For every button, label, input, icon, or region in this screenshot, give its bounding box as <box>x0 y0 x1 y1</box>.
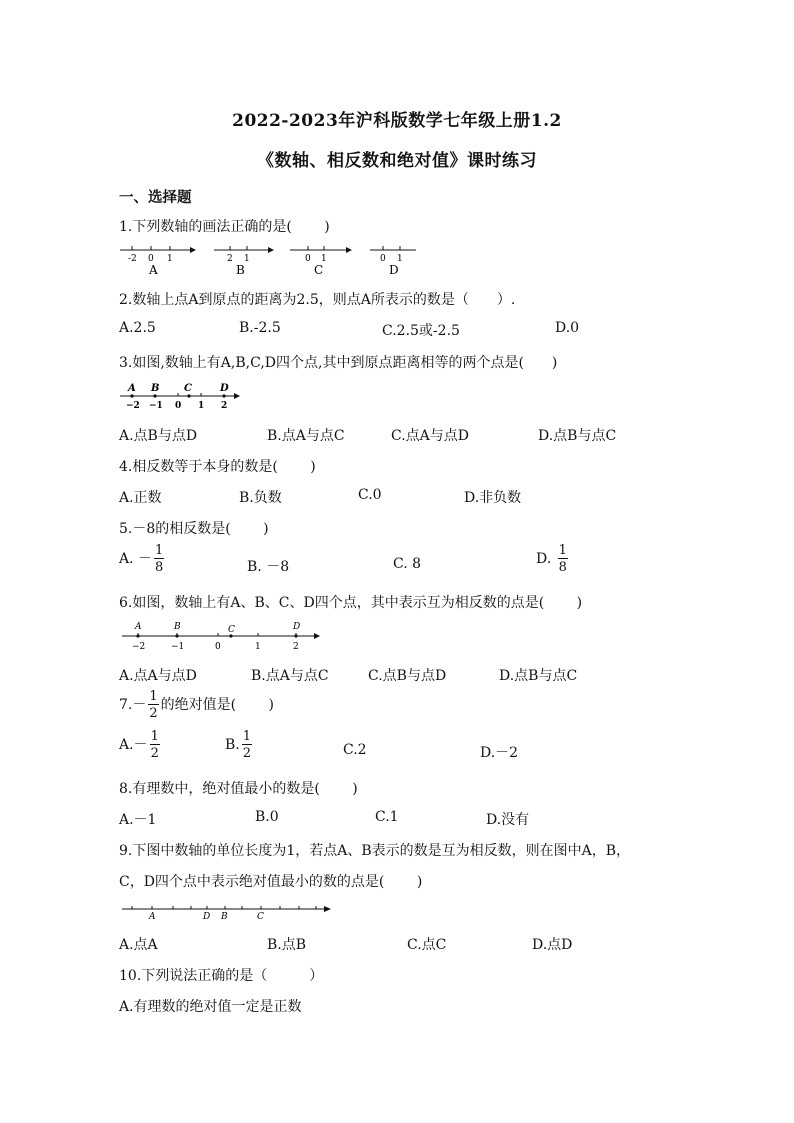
q10-option-a: A.有理数的绝对值一定是正数 <box>119 999 302 1015</box>
q3-option-d: D.点B与点C <box>538 428 617 444</box>
axis-figure-c <box>290 246 352 277</box>
q7-option-b: B. $\frac{1}{2}$ <box>225 729 252 761</box>
question-7-stem: 7.－ $\frac{1}{2}$ 的绝对值是( ) <box>119 689 275 721</box>
tick-label: 2 <box>227 254 233 264</box>
q9-option-b: B.点B <box>267 937 307 953</box>
q6-option-b: B.点A与点C <box>251 668 329 684</box>
fraction: $\frac{1}{2}$ <box>242 729 252 761</box>
q2-option-a: A.2.5 <box>119 320 156 336</box>
question-3-stem: 3.如图,数轴上有A,B,C,D四个点,其中到原点距离相等的两个点是( ) <box>119 355 558 371</box>
q4-option-c: C.0 <box>358 487 382 503</box>
tick-label: 2 <box>293 642 299 652</box>
question-6-number-line <box>118 618 328 654</box>
point-label-c: C <box>228 625 235 635</box>
question-5-stem: 5.－8的相反数是( ) <box>119 521 269 537</box>
tick-label: −1 <box>171 642 185 652</box>
q6-option-a: A.点A与点D <box>119 668 197 684</box>
point-label-b: B <box>221 912 228 922</box>
q8-option-b: B.0 <box>255 809 279 825</box>
q8-option-c: C.1 <box>375 809 399 825</box>
tick-label: 0 <box>380 254 386 264</box>
point-label-d: D <box>203 912 211 922</box>
q4-option-d: D.非负数 <box>464 490 522 506</box>
question-3-number-line <box>118 380 248 412</box>
q5-option-c: C. 8 <box>393 556 422 572</box>
page-title-line1: 2022-2023年沪科版数学七年级上册1.2 <box>232 111 562 131</box>
tick-label: 1 <box>244 254 250 264</box>
figure-label-c: C <box>314 263 324 277</box>
tick-label: 1 <box>167 254 173 264</box>
q5-option-b: B. －8 <box>247 559 290 575</box>
section-heading: 一、选择题 <box>119 189 192 206</box>
tick-label: 1 <box>255 642 261 652</box>
point-label-d: D <box>220 383 229 394</box>
tick-label: 0 <box>175 401 182 411</box>
question-8-stem: 8.有理数中，绝对值最小的数是( ) <box>119 781 358 797</box>
point-label-d: D <box>293 622 301 632</box>
tick-label: -2 <box>128 254 137 264</box>
q9-option-c: C.点C <box>407 937 447 953</box>
option-prefix: D. <box>536 551 556 567</box>
fraction: $\frac{1}{2}$ <box>150 729 159 761</box>
tick-label: 1 <box>397 254 403 264</box>
question-6-stem: 6.如图，数轴上有A、B、C、D四个点，其中表示互为相反数的点是( ) <box>119 595 583 611</box>
figure-label-a: A <box>149 263 158 277</box>
figure-label-b: B <box>236 263 245 277</box>
axis-figure-a <box>120 246 196 277</box>
q5-option-a <box>119 544 166 574</box>
q9-option-d: D.点D <box>532 937 573 953</box>
q6-option-d: D.点B与点C <box>499 668 578 684</box>
fraction: $\frac{1}{8}$ <box>155 543 164 575</box>
axis-figure-b <box>214 246 274 277</box>
question-9-stem-line2: C，D四个点中表示绝对值最小的数的点是( ) <box>119 874 423 890</box>
point-label-b: B <box>174 622 181 632</box>
tick-label: 1 <box>321 254 327 264</box>
q3-option-c: C.点A与点D <box>391 428 469 444</box>
q2-option-d: D.0 <box>555 320 580 336</box>
question-10-stem: 10.下列说法正确的是（ ） <box>119 968 324 984</box>
q7-option-c: C.2 <box>343 742 367 758</box>
point-label-a: A <box>135 622 142 632</box>
tick-label: 0 <box>305 254 311 264</box>
q2-option-b: B.-2.5 <box>239 320 281 336</box>
tick-label: 0 <box>148 254 154 264</box>
q9-option-a: A.点A <box>119 937 158 953</box>
fraction: $\frac{1}{8}$ <box>558 543 567 575</box>
q3-option-b: B.点A与点C <box>267 428 345 444</box>
question-2-stem: 2.数轴上点A到原点的距离为2.5，则点A所表示的数是（ ）. <box>119 292 516 308</box>
point-label-c: C <box>184 383 192 394</box>
option-prefix: A. － <box>119 551 153 567</box>
q7-option-d: D.－2 <box>480 745 519 761</box>
point-label-a: A <box>149 912 156 922</box>
tick-label: 2 <box>221 401 228 411</box>
question-1-stem: 1.下列数轴的画法正确的是( ) <box>119 219 330 235</box>
q5-option-d <box>536 544 570 574</box>
tick-label: −1 <box>149 401 163 411</box>
tick-label: 0 <box>215 642 221 652</box>
axis-figure-d <box>370 246 416 277</box>
tick-label: −2 <box>132 642 146 652</box>
tick-label: 1 <box>198 401 205 411</box>
q6-option-c: C.点B与点D <box>368 668 447 684</box>
question-9-number-line <box>118 898 343 924</box>
question-1-figures <box>118 240 428 280</box>
q8-option-d: D.没有 <box>486 812 530 828</box>
q4-option-b: B.负数 <box>239 490 282 506</box>
q4-option-a: A.正数 <box>119 490 162 506</box>
question-4-stem: 4.相反数等于本身的数是( ) <box>119 459 316 475</box>
q8-option-a: A.－1 <box>119 812 157 828</box>
q3-option-a: A.点B与点D <box>119 428 198 444</box>
page-title-line2: 《数轴、相反数和绝对值》课时练习 <box>257 151 537 171</box>
point-label-b: B <box>151 383 160 394</box>
point-label-c: C <box>257 912 264 922</box>
figure-label-d: D <box>389 263 399 277</box>
tick-label: −2 <box>126 401 140 411</box>
point-label-a: A <box>128 383 136 394</box>
q7-option-a: A.－ $\frac{1}{2}$ <box>119 729 159 761</box>
question-9-stem-line1: 9.下图中数轴的单位长度为1，若点A、B表示的数是互为相反数，则在图中A，B， <box>119 843 631 859</box>
q2-option-c: C.2.5或-2.5 <box>382 323 460 339</box>
fraction: $\frac{1}{2}$ <box>149 689 158 721</box>
